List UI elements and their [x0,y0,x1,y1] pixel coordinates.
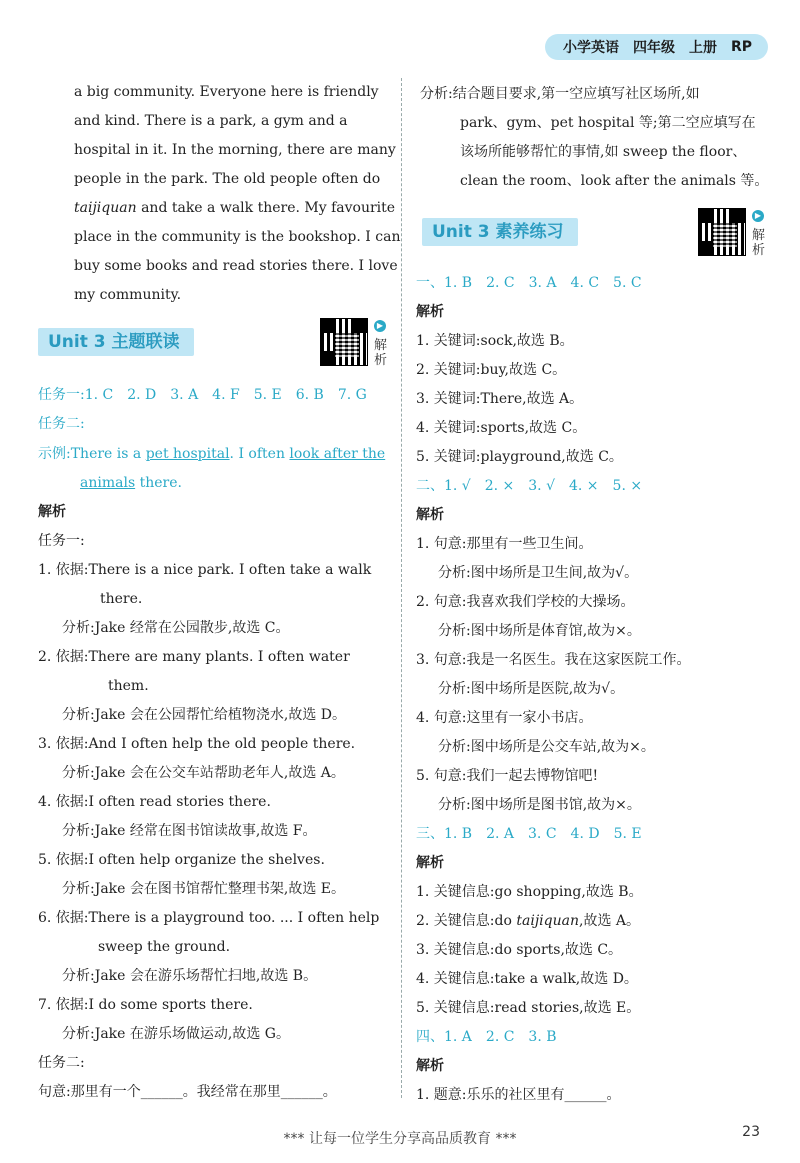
analysis-item: 分析:Jake 会在游乐场帮忙扫地,故选 B。 [62,968,318,984]
analysis-item: 分析:Jake 经常在公园散步,故选 C。 [62,620,290,636]
passage-line: buy some books and read stories there. I love [74,258,398,274]
analysis-item: 分析:Jake 会在图书馆帮忙整理书架,故选 E。 [62,881,346,897]
section2-answers: 二、1. √ 2. × 3. √ 4. × 5. × [416,478,643,494]
section1-item: 2. 关键词:buy,故选 C。 [416,362,567,378]
section1-item: 3. 关键词:There,故选 A。 [416,391,584,407]
section3-item: 1. 关键信息:go shopping,故选 B。 [416,884,643,900]
section2-item: 分析:图中场所是医院,故为√。 [438,681,625,697]
header-subject: 小学英语 [562,40,619,56]
header-volume: 上册 [688,40,717,56]
taijiquan-italic: taijiquan [516,913,579,929]
section2-item: 分析:图中场所是卫生间,故为√。 [438,565,639,581]
section3-item: 3. 关键信息:do sports,故选 C。 [416,942,623,958]
header-grade: 四年级 [632,40,675,56]
analysis-item: 7. 依据:I do some sports there. [38,997,253,1013]
analysis-item: them. [108,678,149,694]
header-edition: RP [730,39,752,55]
analysis-item: 4. 依据:I often read stories there. [38,794,271,810]
section1-item: 4. 关键词:sports,故选 C。 [416,420,587,436]
passage-line: my community. [74,287,182,303]
footer-slogan: *** 让每一位学生分享高品质教育 *** [283,1131,517,1147]
section2-item: 3. 句意:我是一名医生。我在这家医院工作。 [416,652,691,668]
play-icon[interactable]: ▶ [374,320,386,332]
analysis-item: 分析:Jake 在游乐场做运动,故选 G。 [62,1026,290,1042]
section2-item: 1. 句意:那里有一些卫生间。 [416,536,593,552]
section1-item: 5. 关键词:playground,故选 C。 [416,449,623,465]
qr-label: 解 析 [752,228,766,258]
taijiquan-italic: taijiquan [74,200,137,216]
play-icon[interactable]: ▶ [752,210,764,222]
example-line: 示例:There is a pet hospital. I often look after the [38,446,386,462]
section2-item: 2. 句意:我喜欢我们学校的大操场。 [416,594,635,610]
passage-line-rest: and take a walk there. My favourite [136,200,396,216]
qr-label: 解 析 [374,338,388,368]
example-blank-1: pet hospital [145,446,230,462]
analysis-item: 1. 依据:There is a nice park. I often take a walk [38,562,372,578]
passage-line: people in the park. The old people often do [74,171,381,187]
unit3-practice-banner: Unit 3 素养练习 [422,218,578,246]
analysis-title: 解析 [416,855,444,871]
passage-line [74,198,395,218]
unit3-reading-banner: Unit 3 主题联读 [38,328,194,356]
section4-answers: 四、1. A 2. C 3. B [416,1029,557,1045]
analysis-title: 解析 [416,304,444,320]
analysis-item: 6. 依据:There is a playground too. ... I often help [38,910,380,926]
section2-item: 4. 句意:这里有一家小书店。 [416,710,593,726]
analysis-line: 该场所能够帮忙的事情,如 sweep the floor、 [460,144,747,160]
section3-item: 5. 关键信息:read stories,故选 E。 [416,1000,641,1016]
section1-answers: 一、1. B 2. C 3. A 4. C 5. C [416,275,642,291]
analysis-item: sweep the ground. [98,939,231,955]
task1-answers: 任务一:1. C 2. D 3. A 4. F 5. E 6. B 7. G [38,387,367,403]
analysis-title: 解析 [38,504,66,520]
passage-line: place in the community is the bookshop. I can [74,229,401,245]
page-number: 23 [742,1124,760,1140]
analysis-item: 2. 依据:There are many plants. I often water [38,649,350,665]
passage-line: hospital in it. In the morning, there are many [74,142,396,158]
section2-item: 分析:图中场所是体育馆,故为×。 [438,623,641,639]
analysis-line: clean the room、look after the animals 等。 [460,173,769,189]
section2-item: 分析:图中场所是公交车站,故为×。 [438,739,655,755]
section2-item: 5. 句意:我们一起去博物馆吧! [416,768,599,784]
example-line-cont: animals there. [80,475,182,491]
section1-item: 1. 关键词:sock,故选 B。 [416,333,574,349]
analysis-item: 分析:Jake 经常在图书馆读故事,故选 F。 [62,823,317,839]
example-blank-2: look after the [289,446,386,462]
analysis-title: 解析 [416,1058,444,1074]
analysis-item: 分析:Jake 会在公园帮忙给植物浇水,故选 D。 [62,707,347,723]
analysis-item: 5. 依据:I often help organize the shelves. [38,852,325,868]
section4-item: 1. 题意:乐乐的社区里有______。 [416,1087,621,1103]
header-badge [545,34,768,60]
analysis-line: 分析:结合题目要求,第一空应填写社区场所,如 [420,86,700,102]
task1-head: 任务一: [38,533,85,549]
qr-code-icon[interactable] [320,318,368,366]
analysis-item: there. [100,591,143,607]
analysis-line: park、gym、pet hospital 等;第二空应填写在 [460,115,756,131]
section3-item: 2. 关键信息:do taijiquan,故选 A。 [416,913,641,929]
analysis-item: 3. 依据:And I often help the old people there. [38,736,356,752]
section3-item: 4. 关键信息:take a walk,故选 D。 [416,971,638,987]
passage-line: a big community. Everyone here is friendly [74,84,379,100]
analysis-title: 解析 [416,507,444,523]
passage-line: and kind. There is a park, a gym and a [74,113,348,129]
column-divider [401,78,402,1098]
task2-label: 任务二: [38,416,85,432]
analysis-item: 分析:Jake 会在公交车站帮助老年人,故选 A。 [62,765,345,781]
qr-code-icon[interactable] [698,208,746,256]
section3-answers: 三、1. B 2. A 3. C 4. D 5. E [416,826,642,842]
task2-sentence: 句意:那里有一个______。我经常在那里______。 [38,1084,337,1100]
section2-item: 分析:图中场所是图书馆,故为×。 [438,797,641,813]
task2-head: 任务二: [38,1055,85,1071]
